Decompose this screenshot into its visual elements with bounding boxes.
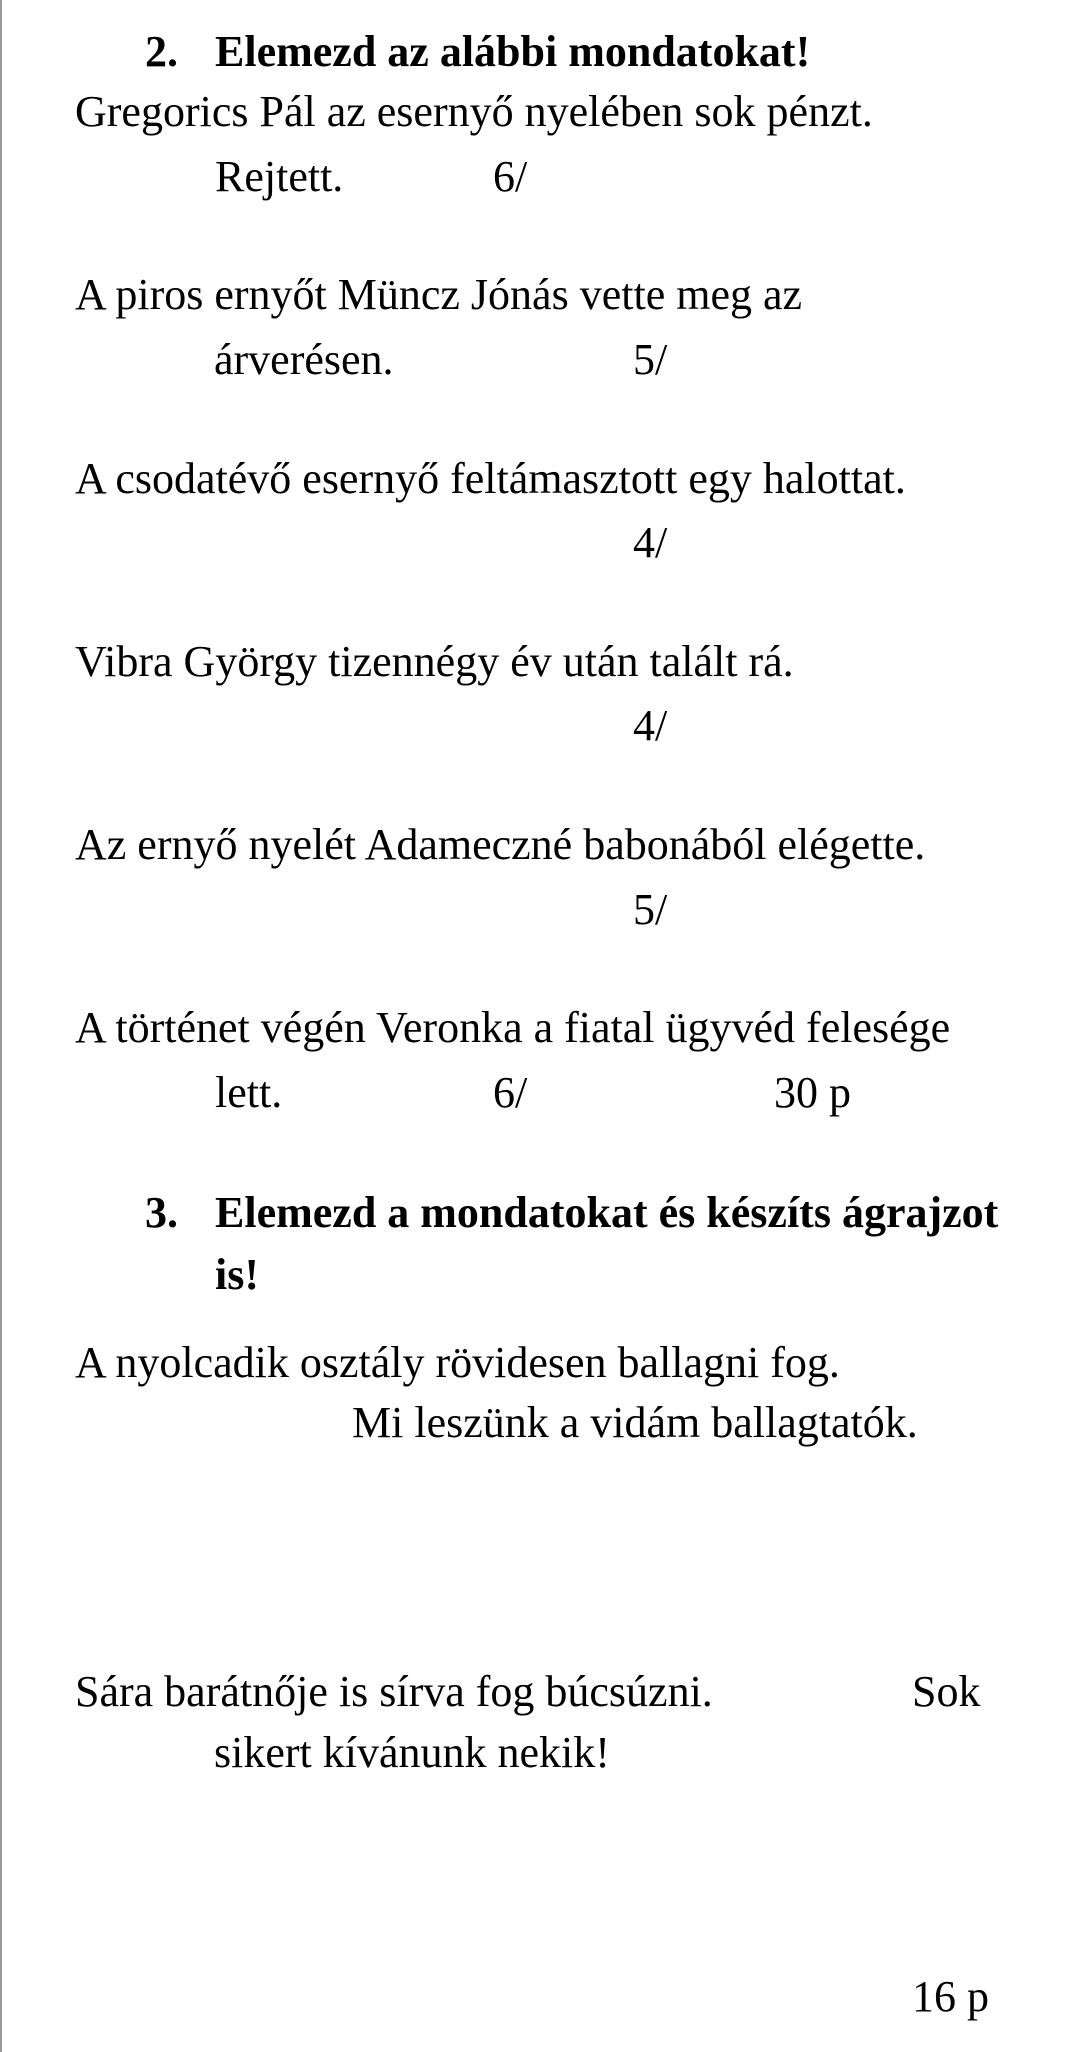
sentence-2-score: 5/ bbox=[633, 335, 668, 384]
sentence-1-score: 6/ bbox=[493, 152, 528, 201]
sentence-3-line-1: A csodatévő esernyő feltámasztott egy halottat. bbox=[75, 454, 906, 503]
sentence-5-score: 5/ bbox=[633, 885, 668, 934]
sentence-3-score: 4/ bbox=[633, 518, 668, 567]
section-2-heading: Elemezd az alábbi mondatokat! bbox=[215, 27, 811, 76]
analysis-sentence-2-line-1: Sára barátnője is sírva fog búcsúzni. bbox=[75, 1667, 713, 1716]
sentence-6-line-1: A történet végén Veronka a fiatal ügyvéd felesége bbox=[75, 1003, 951, 1052]
sentence-1-line-1: Gregorics Pál az esernyő nyelében sok pénzt. bbox=[75, 87, 873, 136]
sentence-2-line-1: A piros ernyőt Müncz Jónás vette meg az bbox=[75, 270, 803, 319]
sentence-2-line-2: árverésen. bbox=[214, 335, 394, 384]
sentence-6-score: 6/ bbox=[493, 1068, 528, 1117]
section-2-number: 2. bbox=[145, 27, 178, 76]
sentence-4-line-1: Vibra György tizennégy év után talált rá. bbox=[75, 637, 794, 686]
analysis-sentence-2-line-1b: Sok bbox=[912, 1667, 981, 1716]
sentence-1-line-2: Rejtett. bbox=[215, 152, 344, 201]
analysis-sentence-2-line-2: sikert kívánunk nekik! bbox=[214, 1728, 610, 1777]
section-3-number: 3. bbox=[145, 1188, 178, 1237]
sentence-6-line-2: lett. bbox=[215, 1068, 283, 1117]
section-3-heading-line-1: Elemezd a mondatokat és készíts ágrajzot bbox=[215, 1188, 999, 1237]
sentence-5-line-1: Az ernyő nyelét Adameczné babonából elégette. bbox=[75, 820, 926, 869]
section-3-heading-line-2: is! bbox=[215, 1250, 259, 1299]
section-2-total-score: 30 p bbox=[774, 1068, 851, 1117]
analysis-sentence-1-line-2: Mi leszünk a vidám ballagtatók. bbox=[352, 1398, 918, 1447]
analysis-sentence-1-line-1: A nyolcadik osztály rövidesen ballagni fog. bbox=[75, 1338, 840, 1387]
section-3-total-score: 16 p bbox=[912, 1972, 989, 2021]
sentence-4-score: 4/ bbox=[633, 701, 668, 750]
